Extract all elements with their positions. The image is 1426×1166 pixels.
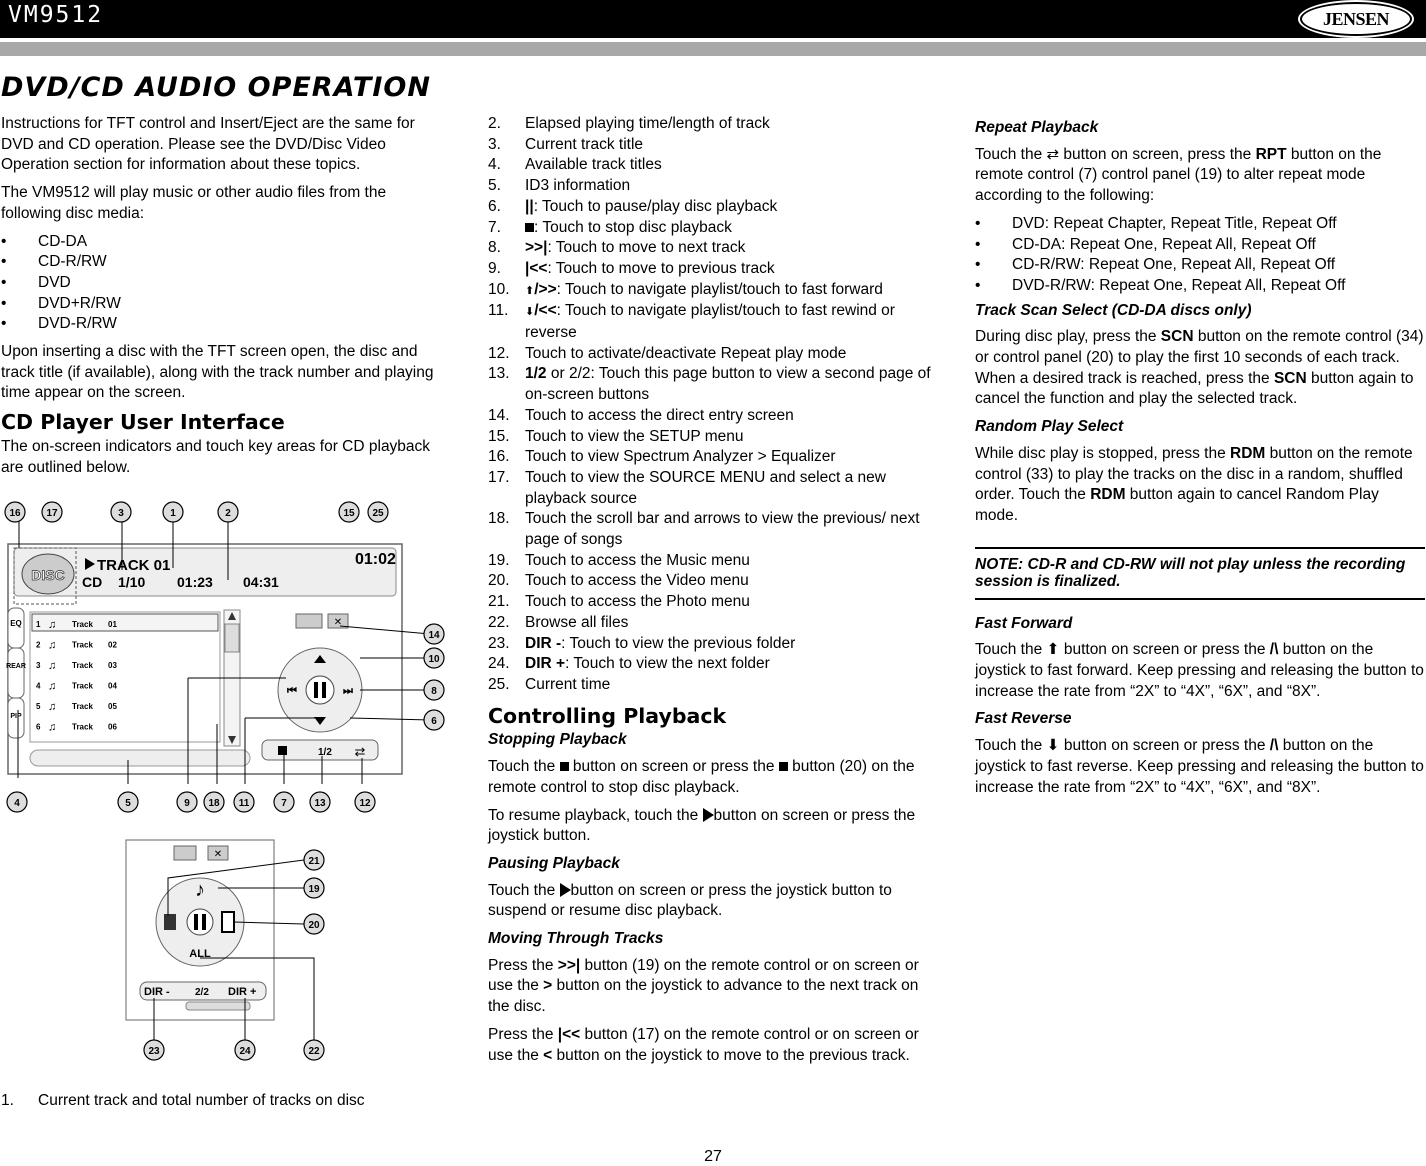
playlist-title: Track	[72, 640, 93, 650]
callout-number: 19	[308, 884, 320, 895]
list-item: 15. Touch to view the SETUP menu	[488, 427, 744, 445]
callout-number: 3	[118, 508, 124, 519]
elapsed-time: 01:23	[177, 574, 213, 590]
pause-icon	[314, 682, 318, 698]
callout-number: 5	[125, 798, 131, 809]
callout-number: 16	[9, 508, 21, 519]
music-note-icon: ♫	[48, 660, 57, 672]
repeat-icon: ⇄	[354, 744, 366, 759]
callout-number: 22	[308, 1046, 320, 1057]
pause-icon-2	[194, 914, 198, 930]
play-icon	[560, 883, 571, 897]
callout-number: 13	[314, 798, 326, 809]
random-heading: Random Play Select	[975, 418, 1124, 436]
play-icon	[703, 808, 714, 822]
header-rule	[0, 42, 1426, 56]
playlist-id: 02	[108, 640, 117, 650]
scroll-thumb	[225, 624, 239, 652]
callout-number: 1	[170, 508, 176, 519]
ff-heading: Fast Forward	[975, 614, 1073, 632]
list-item: 11. ⬇/<<: Touch to navigate playlist/touch to fast rewind or reverse	[488, 302, 895, 342]
playlist-id: 06	[108, 722, 117, 732]
list-item: 9. |<<: Touch to move to previous track	[488, 259, 775, 277]
playlist-number: 1	[36, 620, 41, 629]
list-item: • CD-R/RW	[1, 253, 107, 271]
playlist-title: Track	[72, 722, 93, 732]
intro-paragraph: Instructions for TFT control and Insert/Eject are the same for DVD and CD operation. Please see the DVD/Disc Video Operation section for information about these topics.	[1, 115, 415, 174]
repeat-heading: Repeat Playback	[975, 119, 1099, 136]
keypad-button	[296, 614, 322, 628]
model-label: VM9512	[8, 2, 104, 28]
stop-heading: Stopping Playback	[488, 731, 627, 749]
list-item: 7. : Touch to stop disc playback	[488, 218, 732, 236]
list-item: 13. 1/2 or 2/2: Touch this page button to view a second page of on-screen buttons	[488, 365, 931, 404]
section-heading-ui: CD Player User Interface	[1, 410, 285, 435]
track-title: TRACK 01	[97, 557, 171, 574]
pip-tab: PIP	[10, 713, 22, 720]
callout-number: 20	[308, 920, 320, 931]
list-item: 3. Current track title	[488, 135, 644, 153]
callout-number: 10	[428, 654, 440, 665]
list-item: 23. DIR -: Touch to view the previous folder	[488, 634, 796, 652]
callout-number: 23	[148, 1046, 160, 1057]
rear-tab: REAR	[6, 663, 26, 670]
playlist-number: 2	[36, 640, 41, 650]
numbered-list	[488, 114, 938, 696]
disc-label: DISC	[31, 567, 65, 583]
playlist-id: 04	[108, 681, 117, 691]
fr-paragraph: Touch the ⬇ button on screen or press the /\ button on the joystick to fast reverse. Keep pressing and releasing the button to increase the rate from “2X” to “4X”, “6X”, and “8X”.	[975, 737, 1424, 796]
stop-icon	[278, 746, 287, 755]
dir-plus-button: DIR +	[228, 986, 257, 998]
callout-number: 7	[281, 798, 287, 809]
all-files-label: ALL	[189, 948, 211, 960]
playlist-selected-row	[32, 614, 218, 631]
music-note-icon: ♫	[48, 639, 57, 652]
next-paragraph: Press the >>| button (19) on the remote control or on screen or use the > button on the joystick to advance to the next track on the disc.	[488, 956, 919, 1016]
playlist-number: 5	[36, 702, 41, 711]
callout-number: 9	[184, 798, 190, 809]
column-1	[1, 114, 449, 485]
list-item: 12. Touch to activate/deactivate Repeat play mode	[488, 344, 847, 362]
next-icon: ⏭	[343, 685, 353, 697]
clock: 01:02	[355, 551, 396, 568]
list-item: • DVD-R/RW: Repeat One, Repeat All, Repeat Off	[975, 276, 1346, 294]
item-1: 1. Current track and total number of tracks on disc	[1, 1092, 365, 1109]
setup-icon-2: ✕	[213, 849, 223, 860]
playlist-title: Track	[72, 661, 93, 670]
playlist-number: 4	[36, 681, 41, 691]
callout-number: 11	[238, 798, 250, 809]
music-note-icon: ♫	[48, 680, 57, 693]
callout-number: 6	[431, 716, 437, 727]
playlist-title: Track	[72, 681, 93, 691]
callout-number: 24	[239, 1046, 251, 1057]
media-list	[1, 232, 449, 336]
list-item: 10. ⬆/>>: Touch to navigate playlist/touch to fast forward	[488, 280, 883, 298]
list-item: 18. Touch the scroll bar and arrows to view the previous/ next page of songs	[488, 510, 920, 549]
stop-paragraph: Touch the button on screen or press the button (20) on the remote control to stop disc playback.	[488, 758, 915, 796]
repeat-icon: ⇄	[1046, 145, 1060, 163]
list-item: 25. Current time	[488, 675, 611, 693]
pause-heading: Pausing Playback	[488, 854, 620, 872]
playlist-id: 01	[108, 620, 117, 629]
page-title: DVD/CD AUDIO OPERATION	[1, 72, 431, 103]
cd-page2-diagram	[100, 836, 340, 1066]
media-intro: The VM9512 will play music or other audio files from the following disc media:	[1, 184, 387, 222]
list-item: 19. Touch to access the Music menu	[488, 551, 750, 569]
callout-number: 17	[46, 508, 58, 519]
list-item: 8. >>|: Touch to move to next track	[488, 239, 746, 257]
track-count: 1/10	[118, 574, 146, 590]
up-arrow-icon: ⬆	[525, 284, 535, 297]
list-item: • DVD: Repeat Chapter, Repeat Title, Repeat Off	[975, 214, 1337, 232]
down-arrow-icon: ⬇	[1046, 737, 1060, 755]
playlist-id: 05	[108, 702, 117, 711]
list-item: • DVD-R/RW	[1, 315, 117, 333]
fr-heading: Fast Reverse	[975, 710, 1072, 728]
list-item: 2. Elapsed playing time/length of track	[488, 115, 770, 132]
list-item: • DVD	[1, 273, 71, 291]
callout-number: 4	[14, 798, 20, 809]
playlist-title: Track	[72, 702, 93, 711]
pause-paragraph: Touch the button on screen or press the joystick button to suspend or resume disc playback.	[488, 881, 892, 920]
list-item: 22. Browse all files	[488, 613, 629, 631]
list-item: • CD-DA: Repeat One, Repeat All, Repeat Off	[975, 235, 1316, 253]
cd-player-diagram	[0, 498, 448, 818]
stop-icon	[525, 223, 534, 232]
list-item: • CD-DA	[1, 232, 88, 250]
list-item: • DVD+R/RW	[1, 294, 121, 312]
insert-paragraph: Upon inserting a disc with the TFT screen open, the disc and track title (if available), along with the track number and playing time appear on the screen.	[1, 343, 434, 402]
move-heading: Moving Through Tracks	[488, 930, 664, 948]
list-item: 4. Available track titles	[488, 156, 662, 174]
keypad-button-2	[174, 846, 196, 860]
page-button-2: 2/2	[195, 987, 209, 998]
music-note-icon: ♫	[48, 619, 57, 631]
stop-icon	[560, 762, 569, 771]
list-item: 16. Touch to view Spectrum Analyzer > Equalizer	[488, 448, 836, 466]
music-note-icon: ♪	[195, 879, 205, 901]
playlist-id: 03	[108, 661, 117, 670]
page-button: 1/2	[318, 747, 332, 758]
callout-number: 21	[308, 856, 320, 867]
playlist-number: 6	[36, 722, 41, 732]
eq-tab: EQ	[10, 619, 22, 628]
list-item: 5. ID3 information	[488, 177, 631, 195]
ff-paragraph: Touch the ⬆ button on screen or press the /\ button on the joystick to fast forward. Keep pressing and releasing the button to increase the rate from “2X” to “4X”, “6X”, and “8X”.	[975, 641, 1424, 700]
random-paragraph: While disc play is stopped, press the RDM button on the remote control (33) to play the tracks on the disc in a random, shuffled order. Touch the RDM button again to cancel Random Play mode.	[975, 444, 1413, 524]
prev-paragraph: Press the |<< button (17) on the remote control or on screen or use the < button on the joystick to move to the previous track.	[488, 1025, 919, 1064]
down-arrow-icon: ⬇	[525, 306, 535, 319]
list-item: 6. ||: Touch to pause/play disc playback	[488, 197, 778, 215]
track-length: 04:31	[243, 574, 279, 590]
header-bar	[0, 0, 1426, 38]
list-item: • CD-R/RW: Repeat One, Repeat All, Repeat Off	[975, 256, 1336, 274]
column-3	[975, 114, 1425, 805]
playlist-number: 3	[36, 661, 41, 670]
page-number: 27	[704, 1148, 722, 1165]
stop-icon	[779, 762, 788, 771]
repeat-mode-list	[975, 214, 1425, 297]
photo-icon	[164, 914, 176, 930]
music-note-icon: ♫	[48, 701, 57, 713]
ui-paragraph: The on-screen indicators and touch key areas for CD playback are outlined below.	[1, 437, 431, 476]
callout-number: 15	[343, 508, 355, 519]
callout-number: 12	[359, 798, 371, 809]
list-item: 21. Touch to access the Photo menu	[488, 593, 750, 611]
list-item: 17. Touch to view the SOURCE MENU and select a new playback source	[488, 468, 886, 507]
music-note-icon: ♫	[48, 721, 57, 734]
note-box: NOTE: CD-R and CD-RW will not play unless the recording session is finalized.	[975, 547, 1425, 600]
section-heading-controlling: Controlling Playback	[488, 703, 727, 728]
source-label: CD	[82, 574, 103, 590]
up-arrow-icon: ⬆	[1046, 641, 1060, 659]
playlist-title: Track	[72, 620, 93, 629]
brand-logo: JENSEN	[1300, 2, 1412, 36]
resume-paragraph: To resume playback, touch the button on screen or press the joystick button.	[488, 806, 916, 845]
list-item: 24. DIR +: Touch to view the next folder	[488, 655, 770, 673]
callout-number: 8	[431, 686, 437, 697]
video-icon	[222, 912, 234, 932]
repeat-paragraph: Touch the ⇄ button on screen, press the RPT button on the remote control (7) control panel (19) to alter repeat mode according to the following:	[975, 145, 1382, 205]
scan-heading: Track Scan Select (CD-DA discs only)	[975, 301, 1252, 319]
list-item: 20. Touch to access the Video menu	[488, 572, 749, 590]
callout-number: 25	[372, 508, 384, 519]
column-2	[488, 114, 938, 1073]
callout-number: 18	[208, 798, 220, 809]
list-item: 14. Touch to access the direct entry screen	[488, 406, 794, 424]
callout-number: 2	[225, 508, 231, 519]
prev-icon: ⏮	[287, 685, 297, 697]
setup-icon: ✕	[333, 617, 343, 628]
callout-number: 14	[428, 630, 440, 641]
scan-paragraph: During disc play, press the SCN button on the remote control (34) or control panel (20) to play the first 10 seconds of each track. When a desired track is reached, press the SCN button again to cancel the function and play the selected track.	[975, 328, 1424, 408]
dir-minus-button: DIR -	[144, 986, 170, 998]
